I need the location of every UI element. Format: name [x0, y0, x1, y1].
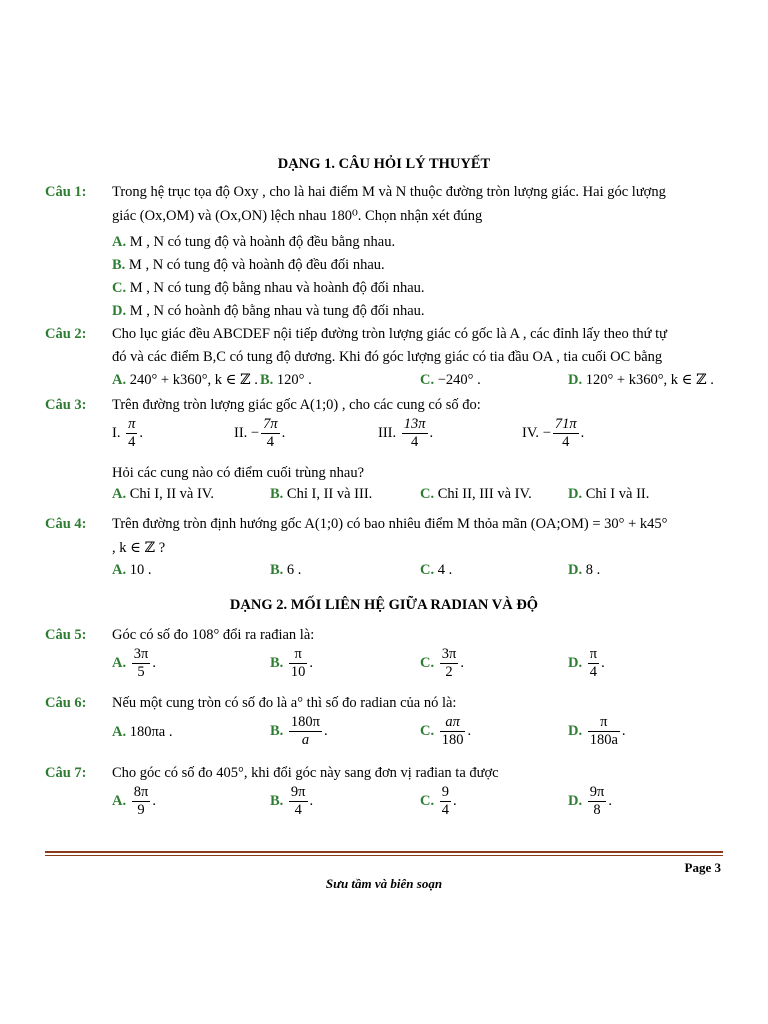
- q3-option-d[interactable]: D. Chỉ I và II.: [568, 486, 650, 502]
- fraction: $\frac{\pi}{4}$: [128, 416, 136, 450]
- fraction: $\frac{8\pi}{9}$: [133, 784, 149, 818]
- q7-option-b[interactable]: B. $\frac{9\pi}{4}$ .: [270, 784, 314, 818]
- fraction: $\frac{71\pi}{4}$: [554, 416, 577, 450]
- fraction: $\frac{13\pi}{4}$: [403, 416, 426, 450]
- q5-option-c[interactable]: C. $\frac{3\pi}{2}$ .: [420, 646, 464, 680]
- q3-option-a[interactable]: A. Chỉ I, II và IV.: [112, 486, 215, 502]
- q7-option-d[interactable]: D. $\frac{9\pi}{8}$ .: [568, 784, 612, 818]
- question-text-2-line1: Cho lục giác đều ABCDEF nội tiếp đường tròn lượng giác có gốc là A , các đỉnh lấy theo thứ tự: [112, 326, 667, 342]
- question-label-3: Câu 3:: [45, 397, 87, 413]
- question-text-7-line1: Cho góc có số đo 405°, khi đổi góc này sang đơn vị rađian ta được: [112, 765, 499, 781]
- section-heading-1: DẠNG 1. CÂU HỎI LÝ THUYẾT: [277, 156, 491, 172]
- question-text-3-line2: Hỏi các cung nào có điểm cuối trùng nhau?: [112, 465, 365, 481]
- fraction: $\frac{\pi}{4}$: [589, 646, 598, 680]
- q6-option-c[interactable]: C. $\frac{a\pi}{180}$ .: [420, 714, 472, 748]
- fraction: $\frac{3\pi}{2}$: [441, 646, 457, 680]
- q7-option-a[interactable]: A. $\frac{8\pi}{9}$ .: [112, 784, 156, 818]
- fraction: $\frac{3\pi}{5}$: [133, 646, 149, 680]
- fraction: $\frac{\pi}{10}$: [290, 646, 306, 680]
- question-text-3-line1: Trên đường tròn lượng giác gốc A(1;0) , cho các cung có số đo:: [112, 397, 481, 413]
- q5-option-a[interactable]: A. $\frac{3\pi}{5}$ .: [112, 646, 156, 680]
- q1-option-b[interactable]: B. M , N có tung độ và hoành độ đều đối nhau.: [112, 257, 385, 273]
- question-text-5-line1: Góc có số đo 108° đổi ra rađian là:: [112, 627, 315, 643]
- question-label-1: Câu 1:: [45, 184, 87, 200]
- q2-option-a[interactable]: A. 240° + k360°, k ∈ ℤ .: [112, 372, 258, 388]
- footer-credit: Sưu tầm và biên soạn: [325, 876, 443, 891]
- footer-divider-thick: [45, 851, 723, 853]
- q7-option-c[interactable]: C. $\frac{9}{4}$ .: [420, 784, 457, 818]
- question-label-5: Câu 5:: [45, 627, 87, 643]
- q3-arc-3: III. $\frac{13\pi}{4}$ .: [378, 416, 434, 450]
- q3-option-c[interactable]: C. Chỉ II, III và IV.: [420, 486, 532, 502]
- fraction: $\frac{9\pi}{8}$: [589, 784, 605, 818]
- q1-option-c[interactable]: C. M , N có tung độ bằng nhau và hoành độ đối nhau.: [112, 280, 425, 296]
- q1-option-d[interactable]: D. M , N có hoành độ bằng nhau và tung độ đối nhau.: [112, 303, 425, 319]
- footer-divider-thin: [45, 855, 723, 856]
- question-text-1-line1: Trong hệ trục tọa độ Oxy , cho là hai điểm M và N thuộc đường tròn lượng giác. Hai góc lượng: [112, 184, 666, 200]
- q5-option-b[interactable]: B. $\frac{\pi}{10}$ .: [270, 646, 314, 680]
- q3-arc-2: II. − $\frac{7\pi}{4}$ .: [234, 416, 286, 450]
- q5-option-d[interactable]: D. $\frac{\pi}{4}$ .: [568, 646, 605, 680]
- question-label-2: Câu 2:: [45, 326, 87, 342]
- fraction: $\frac{180\pi}{a}$: [290, 714, 320, 748]
- q1-option-a[interactable]: A. M , N có tung độ và hoành độ đều bằng nhau.: [112, 234, 396, 250]
- fraction: $\frac{9}{4}$: [441, 784, 449, 818]
- section-heading-2: DẠNG 2. MỐI LIÊN HỆ GIỮA RADIAN VÀ ĐỘ: [229, 597, 539, 613]
- question-text-6-line1: Nếu một cung tròn có số đo là a° thì số đo radian của nó là:: [112, 695, 457, 711]
- question-label-4: Câu 4:: [45, 516, 87, 532]
- question-text-1-line2: giác (Ox,OM) và (Ox,ON) lệch nhau 180⁰. Chọn nhận xét đúng: [112, 208, 483, 224]
- fraction: $\frac{7\pi}{4}$: [263, 416, 278, 450]
- q6-option-d[interactable]: D. $\frac{\pi}{180a}$ .: [568, 714, 626, 748]
- page-number: Page 3: [684, 860, 721, 875]
- q4-option-a[interactable]: A. 10 .: [112, 562, 152, 578]
- q2-option-d[interactable]: D. 120° + k360°, k ∈ ℤ .: [568, 372, 714, 388]
- fraction: $\frac{a\pi}{180}$: [441, 714, 464, 748]
- fraction: $\frac{\pi}{180a}$: [589, 714, 618, 748]
- q2-option-c[interactable]: C. −240° .: [420, 372, 481, 388]
- q3-option-b[interactable]: B. Chỉ I, II và III.: [270, 486, 373, 502]
- q6-option-b[interactable]: B. $\frac{180\pi}{a}$ .: [270, 714, 328, 748]
- question-text-4-line2: , k ∈ ℤ ?: [112, 540, 166, 556]
- question-text-4-line1: Trên đường tròn định hướng gốc A(1;0) có bao nhiêu điểm M thỏa mãn (OA;OM) = 30° + k45°: [112, 516, 668, 532]
- question-label-6: Câu 6:: [45, 695, 87, 711]
- q6-option-a[interactable]: A. 180πa .: [112, 724, 173, 740]
- q2-option-b[interactable]: B. 120° .: [260, 372, 312, 388]
- q3-arc-1: I. $\frac{\pi}{4}$ .: [112, 416, 143, 450]
- question-text-2-line2: đó và các điểm B,C có tung độ dương. Khi đó góc lượng giác có tia đầu OA , tia cuối OC bằng: [112, 349, 663, 365]
- fraction: $\frac{9\pi}{4}$: [290, 784, 306, 818]
- q4-option-b[interactable]: B. 6 .: [270, 562, 302, 578]
- q3-arc-4: IV. − $\frac{71\pi}{4}$ .: [522, 416, 585, 450]
- q4-option-c[interactable]: C. 4 .: [420, 562, 453, 578]
- question-label-7: Câu 7:: [45, 765, 87, 781]
- q4-option-d[interactable]: D. 8 .: [568, 562, 601, 578]
